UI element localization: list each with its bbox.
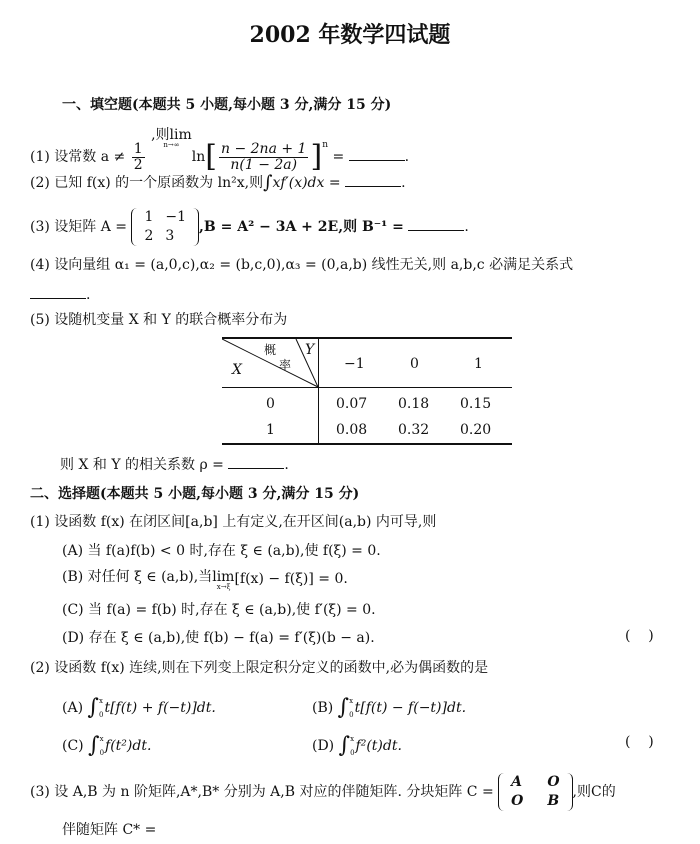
q-text: [f(x) − f(ξ)] = 0. bbox=[234, 571, 348, 587]
q-text: (2) 已知 f(x) 的一个原函数为 ln²x,则 bbox=[30, 175, 264, 191]
table-cell: 0.08 bbox=[336, 422, 368, 438]
q-text: (1) 设常数 a ≠ bbox=[30, 149, 126, 165]
limit bbox=[62, 570, 234, 591]
header-prob: 概 bbox=[264, 343, 277, 357]
matrix-a bbox=[131, 208, 199, 246]
matrix-cell: O bbox=[511, 793, 524, 809]
option-d: (D) 存在 ξ ∈ (a,b),使 f(b) − f(a) = f′(ξ)(b − a). bbox=[62, 630, 375, 646]
integral-limits bbox=[349, 694, 353, 722]
page-title: 2002 年数学四试题 bbox=[249, 22, 451, 48]
q-end: . bbox=[401, 175, 406, 191]
table-cell: 0.07 bbox=[336, 396, 368, 412]
block-matrix-c bbox=[498, 773, 572, 811]
question-2-3-line2: 伴随矩阵 C* = bbox=[62, 822, 157, 838]
q-text: (3) 设矩阵 A = bbox=[30, 219, 128, 235]
integral-sign: ∫ bbox=[337, 695, 350, 720]
upper-limit: x bbox=[98, 697, 103, 705]
answer-blank[interactable] bbox=[30, 286, 86, 299]
matrix-cell: 3 bbox=[165, 228, 175, 244]
q-text: xf′(x)dx = bbox=[272, 175, 341, 191]
option-b bbox=[62, 570, 348, 591]
column-header: −1 bbox=[344, 356, 365, 372]
q-text: (B) 对任何 ξ ∈ (a,b),当lim bbox=[62, 569, 235, 585]
question-1-4: (4) 设向量组 α₁ = (a,0,c),α₂ = (b,c,0),α₃ = (0,a,b) 线性无关,则 a,b,c 必满足关系式 bbox=[30, 257, 574, 273]
question-1-3 bbox=[30, 207, 469, 247]
answer-paren[interactable]: ( ) bbox=[625, 628, 654, 644]
option-a bbox=[62, 694, 216, 722]
q-text: ,则C的 bbox=[572, 784, 616, 800]
row-header: 0 bbox=[266, 396, 275, 412]
integral-sign: ∫ bbox=[87, 695, 99, 720]
lower-limit: 0 bbox=[98, 711, 104, 719]
q-text: t[f(t) − f(−t)]dt. bbox=[354, 700, 467, 716]
section-1-heading: 一、填空题(本题共 5 小题,每小题 3 分,满分 15 分) bbox=[62, 97, 392, 113]
header-y: Y bbox=[305, 342, 315, 358]
q-text: t[f(t) + f(−t)]dt. bbox=[104, 700, 216, 716]
lim-text: ,则lim bbox=[151, 127, 192, 143]
question-1-1: (1) 设常数 a ≠ $\frac{1}{2}$ ,则lim n→∞ ln[ $\frac{n - 2na + 1}{n(1 - 2a)}$ ]$^n$ = . bbox=[30, 127, 410, 174]
q-text: (3) 设 A,B 为 n 阶矩阵,A*,B* 分别为 A,B 对应的伴随矩阵. 分块矩阵 C = bbox=[30, 784, 494, 800]
answer-blank[interactable] bbox=[349, 148, 405, 161]
matrix-cell: B bbox=[547, 793, 560, 809]
option-c bbox=[62, 732, 151, 760]
question-1-2 bbox=[30, 174, 406, 192]
q-end: . bbox=[284, 457, 289, 473]
option-d bbox=[312, 732, 402, 760]
upper-limit: x bbox=[349, 697, 354, 705]
numerator: 1 bbox=[133, 140, 143, 157]
fraction bbox=[132, 142, 145, 173]
lower-limit: 0 bbox=[99, 749, 105, 757]
integral-limits bbox=[350, 732, 354, 760]
option-label: (C) bbox=[62, 738, 84, 754]
integral-sign: ∫ bbox=[88, 733, 100, 758]
answer-blank[interactable] bbox=[228, 456, 284, 469]
denominator: 2 bbox=[133, 156, 143, 173]
question-2-1: (1) 设函数 f(x) 在闭区间[a,b] 上有定义,在开区间(a,b) 内可导,则 bbox=[30, 514, 437, 530]
section-2-heading: 二、选择题(本题共 5 小题,每小题 3 分,满分 15 分) bbox=[30, 486, 360, 502]
fraction bbox=[219, 142, 308, 173]
question-2-3 bbox=[30, 770, 616, 814]
option-label: (A) bbox=[62, 700, 84, 716]
q-end: . bbox=[404, 149, 410, 165]
lim-sub: n→∞ bbox=[163, 141, 180, 149]
matrix-cell: −1 bbox=[165, 209, 187, 225]
integral-limits bbox=[99, 694, 103, 722]
upper-limit: x bbox=[99, 735, 104, 743]
header-x: X bbox=[232, 362, 242, 378]
integral-sign: ∫ bbox=[338, 733, 351, 758]
q-text: = bbox=[332, 149, 345, 165]
question-1-4-answer bbox=[30, 286, 90, 304]
option-label: (B) bbox=[312, 700, 334, 716]
q-text: 则 X 和 Y 的相关系数 ρ = bbox=[60, 457, 224, 473]
table-cell: 0.32 bbox=[398, 422, 430, 438]
q-end: . bbox=[464, 219, 469, 235]
option-label: (D) bbox=[312, 738, 335, 754]
matrix-cell: 2 bbox=[144, 228, 154, 244]
question-2-2: (2) 设函数 f(x) 连续,则在下列变上限定积分定义的函数中,必为偶函数的是 bbox=[30, 660, 489, 676]
matrix-cell: A bbox=[511, 774, 523, 790]
q-text: ,B = A² − 3A + 2E,则 B⁻¹ = bbox=[199, 219, 404, 235]
table-cell: 0.20 bbox=[460, 422, 492, 438]
upper-limit: x bbox=[350, 735, 355, 743]
q-text: f²(t)dt. bbox=[355, 738, 402, 754]
matrix-cell: O bbox=[547, 774, 560, 790]
ln-text: ln bbox=[191, 149, 206, 165]
answer-blank[interactable] bbox=[345, 174, 401, 187]
exponent: n bbox=[322, 140, 328, 150]
lim-sub: x→ξ bbox=[216, 583, 231, 591]
denominator: n(1 − 2a) bbox=[230, 156, 298, 173]
table-cell: 0.15 bbox=[460, 396, 492, 412]
column-header: 0 bbox=[410, 356, 419, 372]
integral-sign: ∫ bbox=[263, 172, 273, 193]
answer-paren[interactable]: ( ) bbox=[625, 734, 654, 750]
matrix-cell: 1 bbox=[144, 209, 154, 225]
q-end: . bbox=[86, 287, 91, 303]
numerator: n − 2na + 1 bbox=[221, 140, 307, 157]
joint-distribution-table bbox=[222, 337, 512, 445]
option-a: (A) 当 f(a)f(b) < 0 时,存在 ξ ∈ (a,b),使 f(ξ) = 0. bbox=[62, 543, 381, 559]
question-1-5-ask bbox=[60, 456, 289, 474]
limit bbox=[151, 128, 192, 149]
integral-limits bbox=[100, 732, 104, 760]
table-cell: 0.18 bbox=[398, 396, 430, 412]
option-c: (C) 当 f(a) = f(b) 时,存在 ξ ∈ (a,b),使 f′(ξ) = 0. bbox=[62, 602, 376, 618]
option-b bbox=[312, 694, 466, 722]
q-text: f(t²)dt. bbox=[105, 738, 152, 754]
question-1-5: (5) 设随机变量 X 和 Y 的联合概率分布为 bbox=[30, 312, 288, 328]
row-header: 1 bbox=[266, 422, 275, 438]
answer-blank[interactable] bbox=[408, 218, 464, 231]
column-header: 1 bbox=[474, 356, 483, 372]
header-prob: 率 bbox=[279, 358, 292, 372]
lower-limit: 0 bbox=[349, 711, 354, 719]
lower-limit: 0 bbox=[350, 749, 355, 757]
